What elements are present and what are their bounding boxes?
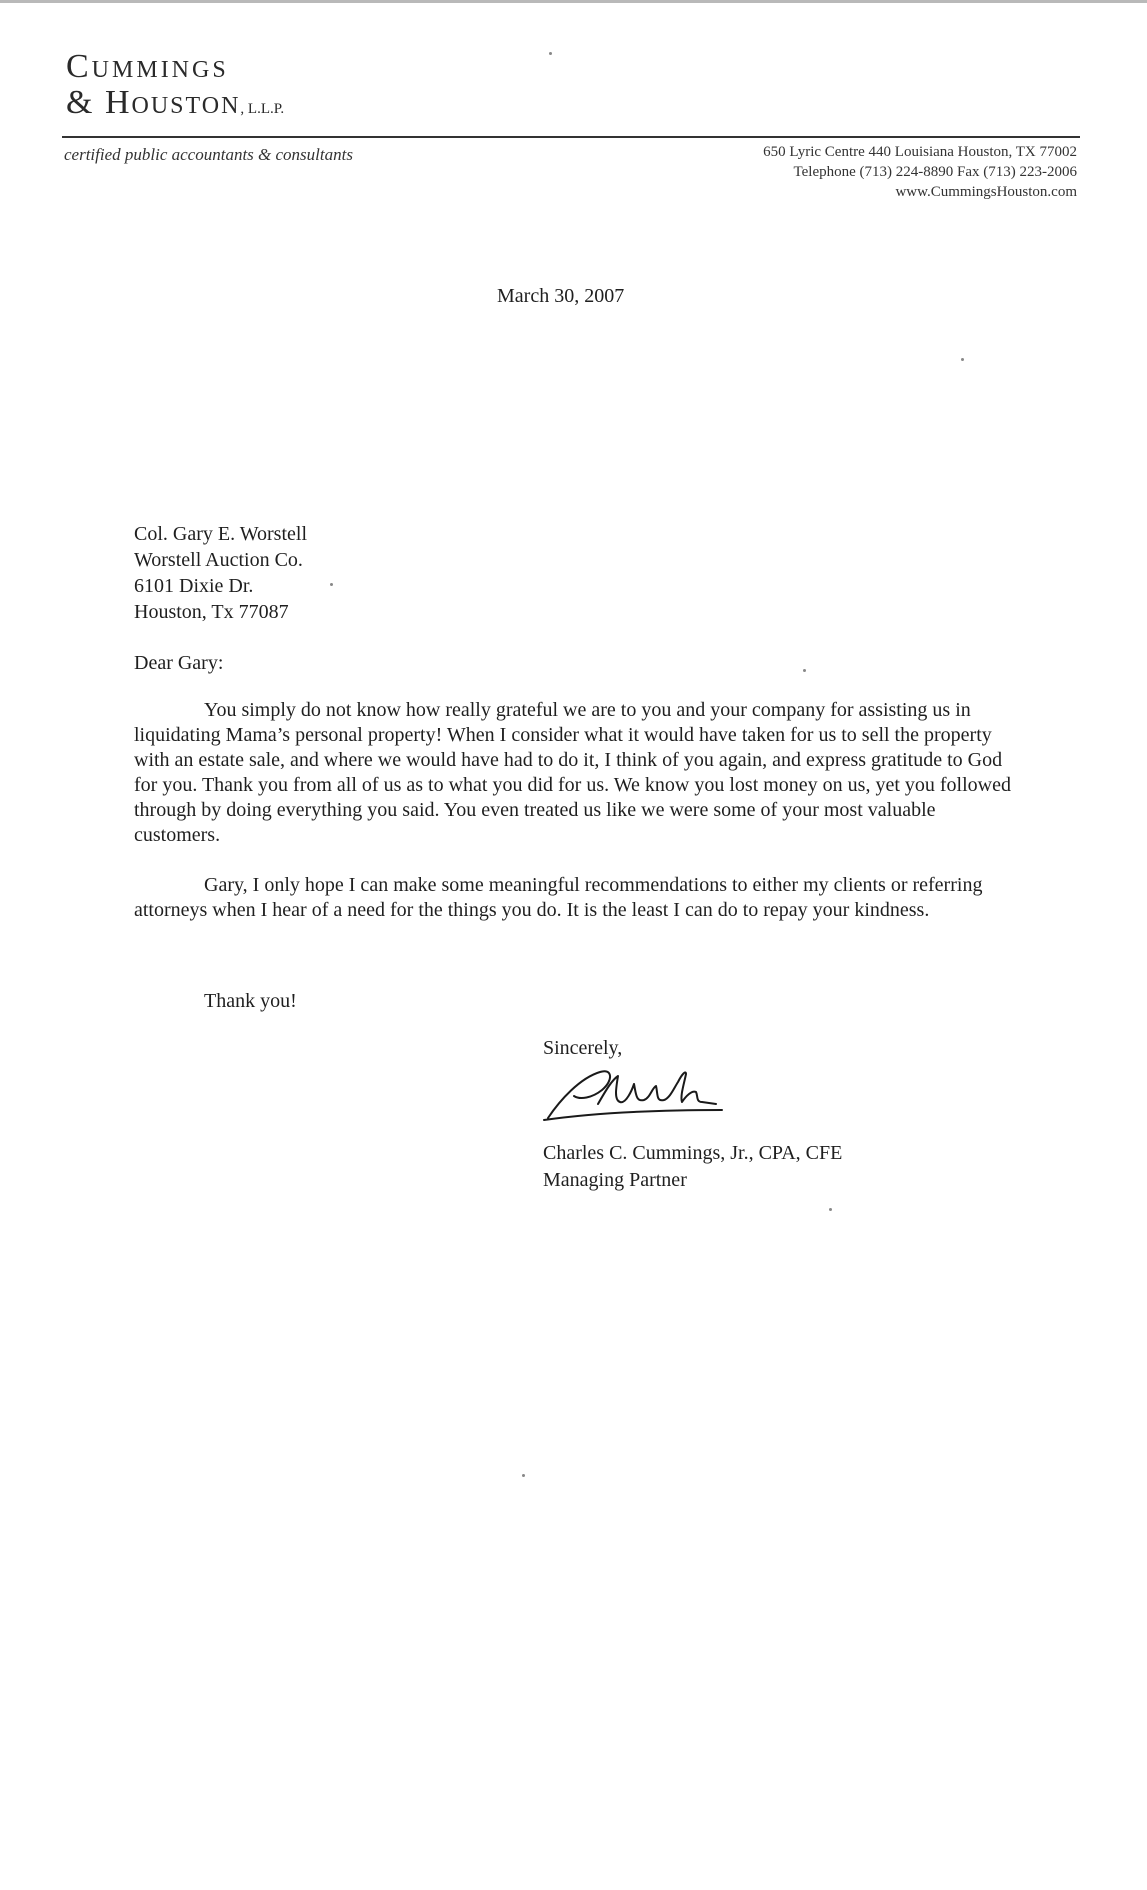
handwritten-signature xyxy=(540,1060,730,1128)
recipient-address xyxy=(134,521,307,625)
scan-border xyxy=(0,0,1147,3)
firm-website: www.CummingsHouston.com xyxy=(895,184,1077,200)
firm-phone-fax: Telephone (713) 224-8890 Fax (713) 223-2006 xyxy=(793,164,1077,180)
letter-date: March 30, 2007 xyxy=(497,285,625,307)
body-paragraph: Gary, I only hope I can make some meaningful recommendations to either my clients or referring attorneys when I hear of a need for the things you do. It is the least I can do to repay your kindness. xyxy=(134,874,983,921)
recipient-company: Worstell Auction Co. xyxy=(134,549,303,571)
scan-speck xyxy=(829,1208,832,1211)
firm-tagline: certified public accountants & consultants xyxy=(64,145,353,164)
signer-name: Charles C. Cummings, Jr., CPA, CFE xyxy=(543,1142,843,1164)
closing: Sincerely, xyxy=(543,1037,623,1059)
firm-name-line2: & Houston xyxy=(66,84,241,121)
firm-name-line2-wrap xyxy=(66,86,284,120)
firm-name-line1: Cummings xyxy=(66,48,229,85)
thank-you-line: Thank you! xyxy=(204,990,297,1012)
salutation: Dear Gary: xyxy=(134,652,224,674)
letterhead-rule xyxy=(62,136,1080,138)
scan-speck xyxy=(961,358,964,361)
scan-speck xyxy=(330,583,333,586)
firm-contact xyxy=(763,142,1077,202)
signature-block xyxy=(543,1140,842,1194)
firm-address: 650 Lyric Centre 440 Louisiana Houston, TX 77002 xyxy=(763,144,1077,160)
signer-title: Managing Partner xyxy=(543,1169,687,1191)
firm-suffix: , L.L.P. xyxy=(240,101,285,117)
firm-logo xyxy=(66,50,284,120)
scan-speck xyxy=(522,1474,525,1477)
letter-body xyxy=(134,698,1014,948)
recipient-city: Houston, Tx 77087 xyxy=(134,601,289,623)
scan-speck xyxy=(803,669,806,672)
body-paragraph: You simply do not know how really grateful we are to you and your company for assisting us in liquidating Mama’s personal property! When I consider what it would have taken for us to sell the property with an estate sale, and where we would have had to do it, I think of you again, and express gratitude to God for you. Thank you from all of us as to what you did for us. We know you lost money on us, yet you followed through by doing everything you said. You even treated us like we were some of your most valuable customers. xyxy=(134,699,1011,846)
scan-speck xyxy=(549,52,552,55)
recipient-street: 6101 Dixie Dr. xyxy=(134,575,254,597)
recipient-name: Col. Gary E. Worstell xyxy=(134,523,307,545)
